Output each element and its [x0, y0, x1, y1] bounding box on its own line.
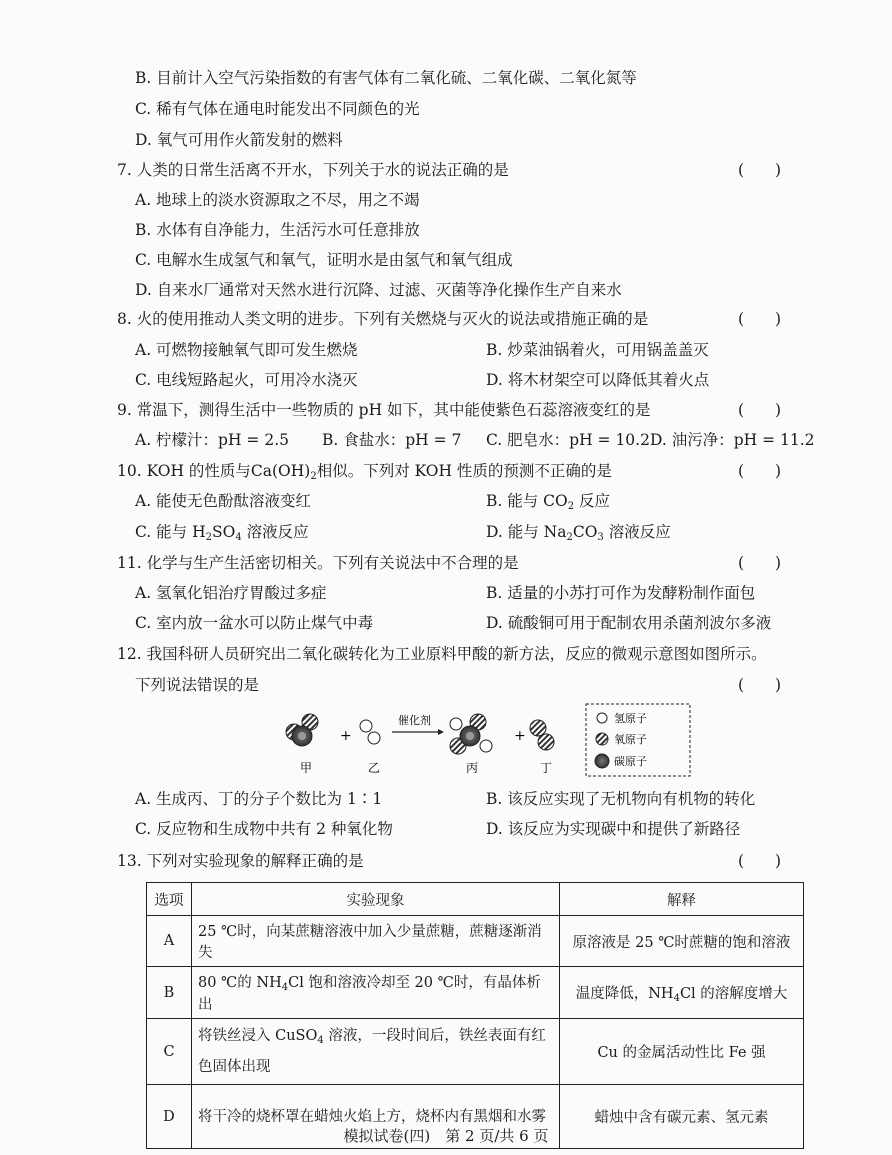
- q7-option-d: D. 自来水厂通常对天然水进行沉降、过滤、灭菌等净化操作生产自来水: [135, 281, 622, 299]
- q12-option-d: D. 该反应为实现碳中和提供了新路径: [486, 820, 741, 838]
- legend-oxygen-label: 氧原子: [614, 733, 647, 746]
- q11-option-d: D. 硫酸铜可用于配制农用杀菌剂波尔多液: [486, 614, 772, 632]
- q9-option-d: D. 油污净：pH = 11.2: [650, 431, 815, 449]
- molecule-bing-hcooh: [450, 714, 492, 754]
- plus-sign-1: +: [340, 728, 352, 744]
- row-explanation: 蜡烛中含有碳元素、氢元素: [560, 1085, 804, 1149]
- row-explanation: 温度降低，$NH_4Cl$ 的溶解度增大: [560, 967, 804, 1019]
- q10-option-a: A. 能使无色酚酞溶液变红: [135, 492, 312, 510]
- q9-option-b: B. 食盐水：pH = 7: [322, 431, 462, 449]
- q10-option-b: B. 能与 $CO_2$ 反应: [486, 492, 611, 512]
- header-option: 选项: [147, 883, 192, 916]
- legend-carbon-label: 碳原子: [614, 755, 647, 768]
- q12-option-a: A. 生成丙、丁的分子个数比为 1∶1: [135, 790, 383, 808]
- row-option: D: [147, 1085, 192, 1149]
- header-phenomenon: 实验现象: [192, 883, 560, 916]
- q12-stem-line1: 12. 我国科研人员研究出二氧化碳转化为工业原料甲酸的新方法，反应的微观示意图如图所示。: [117, 645, 767, 663]
- row-option: B: [147, 967, 192, 1019]
- q7-option-b: B. 水体有自净能力，生活污水可任意排放: [135, 221, 420, 239]
- table-row: [147, 967, 804, 1019]
- row-option: C: [147, 1019, 192, 1085]
- q11-answer-bracket: ( ): [738, 554, 782, 572]
- page-footer: 模拟试卷(四) 第 2 页/共 6 页: [343, 1127, 549, 1145]
- q7-stem: 7. 人类的日常生活离不开水，下列关于水的说法正确的是: [117, 161, 509, 179]
- q10-answer-bracket: ( ): [738, 462, 782, 480]
- label-bing: 丙: [466, 761, 479, 775]
- q12-stem-line2: 下列说法错误的是: [135, 676, 260, 694]
- q6-option-b: B. 目前计入空气污染指数的有害气体有二氧化硫、二氧化碳、二氧化氮等: [135, 69, 637, 87]
- q12-option-b: B. 该反应实现了无机物向有机物的转化: [486, 790, 756, 808]
- q11-option-a: A. 氢氧化铝治疗胃酸过多症: [135, 584, 327, 602]
- q10-stem: 10. KOH 的性质与$Ca(OH)_2$相似。下列对 KOH 性质的预测不正确的是: [117, 462, 612, 482]
- q12-answer-bracket: ( ): [738, 676, 782, 694]
- row-explanation: Cu 的金属活动性比 Fe 强: [560, 1019, 804, 1085]
- q13-table: [146, 882, 804, 1149]
- label-ding: 丁: [540, 761, 553, 775]
- legend-hydrogen-label: 氢原子: [614, 712, 647, 725]
- q9-option-a: A. 柠檬汁：pH = 2.5: [135, 431, 289, 449]
- q7-option-c: C. 电解水生成氢气和氧气，证明水是由氢气和氧气组成: [135, 251, 513, 269]
- molecule-yi-h2: [360, 720, 380, 744]
- q11-option-b: B. 适量的小苏打可作为发酵粉制作面包: [486, 584, 756, 602]
- q9-answer-bracket: ( ): [738, 401, 782, 419]
- q7-option-a: A. 地球上的淡水资源取之不尽，用之不竭: [135, 191, 420, 209]
- q11-option-c: C. 室内放一盆水可以防止煤气中毒: [135, 614, 374, 632]
- q9-option-c: C. 肥皂水：pH = 10.2: [486, 431, 650, 449]
- table-header-row: [147, 883, 804, 916]
- q10-option-d: D. 能与 $Na_2CO_3$ 溶液反应: [486, 523, 671, 543]
- q10-option-c: C. 能与 $H_2SO_4$ 溶液反应: [135, 523, 309, 543]
- q13-stem: 13. 下列对实验现象的解释正确的是: [117, 852, 364, 870]
- q12-option-c: C. 反应物和生成物中共有 2 种氧化物: [135, 820, 393, 838]
- row-explanation: 原溶液是 25 ℃时蔗糖的饱和溶液: [560, 916, 804, 967]
- header-explanation: 解释: [560, 883, 804, 916]
- q8-option-c: C. 电线短路起火，可用冷水浇灭: [135, 371, 358, 389]
- legend-carbon-icon: [595, 754, 609, 768]
- catalyst-label: 催化剂: [398, 714, 431, 727]
- table-row: [147, 1019, 804, 1085]
- q8-option-d: D. 将木材架空可以降低其着火点: [486, 371, 710, 389]
- legend-hydrogen-icon: [597, 713, 607, 723]
- label-yi: 乙: [368, 761, 381, 775]
- reaction-diagram: [280, 702, 720, 782]
- legend-oxygen-icon: [596, 733, 608, 745]
- plus-sign-2: +: [514, 728, 526, 744]
- row-phenomenon: 将干冷的烧杯罩在蜡烛火焰上方，烧杯内有黑烟和水雾: [192, 1085, 560, 1149]
- q8-option-b: B. 炒菜油锅着火，可用锅盖盖灭: [486, 341, 709, 359]
- row-phenomenon: 将铁丝浸入 CuSO$_4$ 溶液，一段时间后，铁丝表面有红色固体出现: [192, 1019, 560, 1085]
- q11-stem: 11. 化学与生产生活密切相关。下列有关说法中不合理的是: [117, 554, 519, 572]
- q13-answer-bracket: ( ): [738, 852, 782, 870]
- molecule-jia-co2: [286, 714, 318, 746]
- table-row: [147, 916, 804, 967]
- row-phenomenon: 25 ℃时，向某蔗糖溶液中加入少量蔗糖，蔗糖逐渐消失: [192, 916, 560, 967]
- q8-option-a: A. 可燃物接触氧气即可发生燃烧: [135, 341, 358, 359]
- row-option: A: [147, 916, 192, 967]
- q8-stem: 8. 火的使用推动人类文明的进步。下列有关燃烧与灭火的说法或措施正确的是: [117, 310, 649, 328]
- q7-answer-bracket: ( ): [738, 161, 782, 179]
- q6-option-c: C. 稀有气体在通电时能发出不同颜色的光: [135, 100, 420, 118]
- molecule-ding-o2: [530, 720, 554, 750]
- q8-answer-bracket: ( ): [738, 310, 782, 328]
- q9-stem: 9. 常温下，测得生活中一些物质的 pH 如下，其中能使紫色石蕊溶液变红的是: [117, 401, 651, 419]
- label-jia: 甲: [300, 761, 313, 775]
- row-phenomenon: 80 ℃的 $NH_4Cl$ 饱和溶液冷却至 20 ℃时，有晶体析出: [192, 967, 560, 1019]
- q6-option-d: D. 氧气可用作火箭发射的燃料: [135, 131, 343, 149]
